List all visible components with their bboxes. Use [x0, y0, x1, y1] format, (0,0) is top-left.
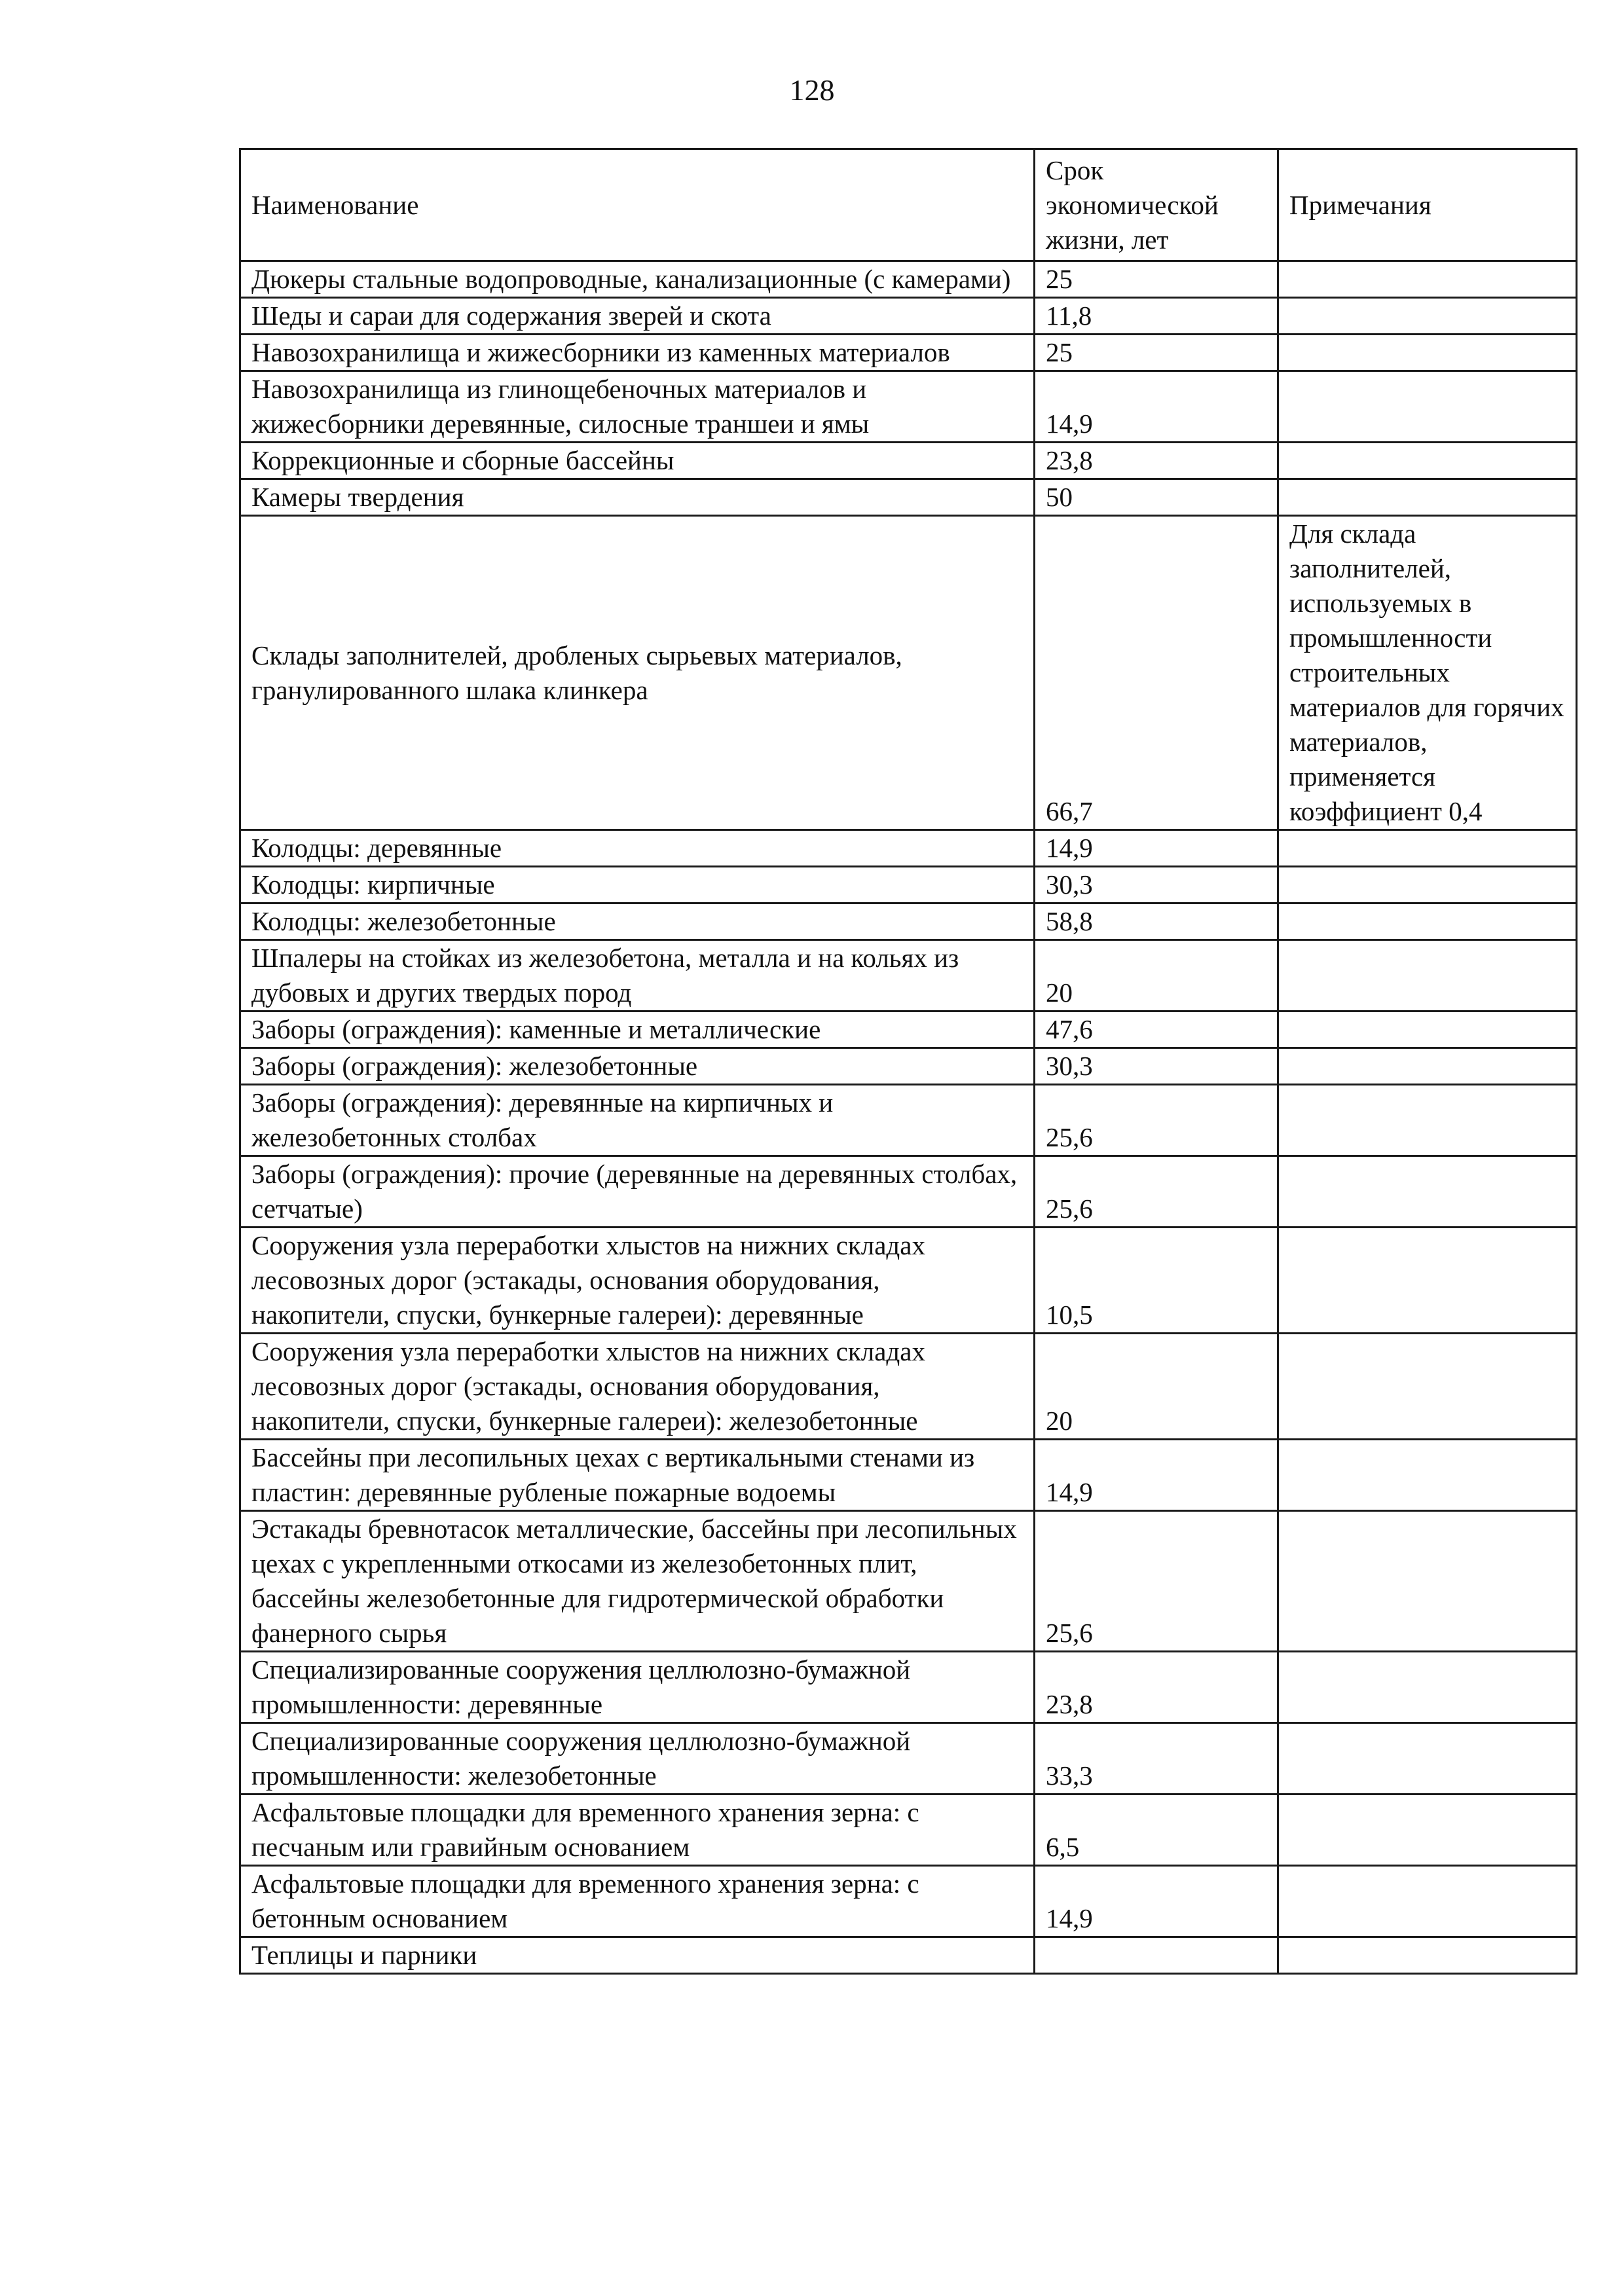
cell-name: Склады заполнителей, дробленых сырьевых материалов, гранулированного шлака клинкера	[240, 516, 1035, 830]
cell-name: Сооружения узла переработки хлыстов на нижних складах лесовозных дорог (эстакады, основания оборудования, накопители, спуски, бункерные галереи): железобетонные	[240, 1334, 1035, 1440]
cell-note	[1278, 1156, 1577, 1228]
cell-name: Шпалеры на стойках из железобетона, металла и на кольях из дубовых и других твердых пород	[240, 940, 1035, 1011]
cell-note	[1278, 298, 1577, 335]
table-row	[240, 1011, 1577, 1048]
page-number: 128	[789, 73, 835, 107]
cell-term: 25	[1035, 335, 1278, 371]
cell-term: 47,6	[1035, 1011, 1278, 1048]
cell-note	[1278, 479, 1577, 516]
cell-term: 66,7	[1035, 516, 1278, 830]
cell-name: Коррекционные и сборные бассейны	[240, 443, 1035, 479]
cell-term	[1035, 1937, 1278, 1974]
table-row	[240, 1228, 1577, 1334]
table-row	[240, 1652, 1577, 1723]
cell-note	[1278, 443, 1577, 479]
cell-term: 23,8	[1035, 1652, 1278, 1723]
cell-name: Специализированные сооружения целлюлозно-бумажной промышленности: деревянные	[240, 1652, 1035, 1723]
cell-term: 25,6	[1035, 1085, 1278, 1156]
table-row	[240, 1937, 1577, 1974]
cell-name: Асфальтовые площадки для временного хранения зерна: с песчаным или гравийным основанием	[240, 1795, 1035, 1866]
cell-term: 14,9	[1035, 1866, 1278, 1937]
cell-name: Камеры твердения	[240, 479, 1035, 516]
table-row	[240, 1440, 1577, 1511]
cell-note	[1278, 867, 1577, 903]
cell-term: 58,8	[1035, 903, 1278, 940]
cell-note	[1278, 1334, 1577, 1440]
cell-term: 23,8	[1035, 443, 1278, 479]
cell-term: 30,3	[1035, 867, 1278, 903]
cell-note	[1278, 830, 1577, 867]
table-row	[240, 830, 1577, 867]
table-row	[240, 261, 1577, 298]
header-note: Примечания	[1278, 149, 1577, 261]
cell-name: Дюкеры стальные водопроводные, канализационные (с камерами)	[240, 261, 1035, 298]
cell-name: Заборы (ограждения): каменные и металлические	[240, 1011, 1035, 1048]
cell-name: Навозохранилища из глинощебеночных материалов и жижесборники деревянные, силосные траншеи и ямы	[240, 371, 1035, 443]
cell-note	[1278, 1723, 1577, 1795]
table-row	[240, 1156, 1577, 1228]
table-header-row	[240, 149, 1577, 261]
table-row	[240, 516, 1577, 830]
cell-note	[1278, 371, 1577, 443]
table-row	[240, 479, 1577, 516]
cell-note	[1278, 1511, 1577, 1652]
cell-note	[1278, 1652, 1577, 1723]
cell-name: Навозохранилища и жижесборники из каменных материалов	[240, 335, 1035, 371]
cell-note	[1278, 1937, 1577, 1974]
cell-term: 11,8	[1035, 298, 1278, 335]
cell-name: Заборы (ограждения): деревянные на кирпичных и железобетонных столбах	[240, 1085, 1035, 1156]
table-row	[240, 335, 1577, 371]
table-row	[240, 940, 1577, 1011]
table-row	[240, 371, 1577, 443]
cell-name: Заборы (ограждения): прочие (деревянные на деревянных столбах, сетчатые)	[240, 1156, 1035, 1228]
cell-name: Асфальтовые площадки для временного хранения зерна: с бетонным основанием	[240, 1866, 1035, 1937]
economic-life-table	[239, 148, 1578, 1975]
cell-term: 20	[1035, 1334, 1278, 1440]
table-row	[240, 1866, 1577, 1937]
table-row	[240, 1334, 1577, 1440]
cell-term: 50	[1035, 479, 1278, 516]
table-row	[240, 298, 1577, 335]
table-row	[240, 443, 1577, 479]
cell-term: 25,6	[1035, 1511, 1278, 1652]
cell-term: 30,3	[1035, 1048, 1278, 1085]
cell-note	[1278, 1795, 1577, 1866]
header-name: Наименование	[240, 149, 1035, 261]
table-row	[240, 1795, 1577, 1866]
cell-note	[1278, 1440, 1577, 1511]
cell-term: 14,9	[1035, 371, 1278, 443]
header-term: Срок экономической жизни, лет	[1035, 149, 1278, 261]
cell-name: Колодцы: железобетонные	[240, 903, 1035, 940]
cell-name: Эстакады бревнотасок металлические, бассейны при лесопильных цехах с укрепленными откосами из железобетонных плит, бассейны железобетонные для гидротермической обработки фанерного сырья	[240, 1511, 1035, 1652]
cell-note	[1278, 903, 1577, 940]
table-row	[240, 867, 1577, 903]
cell-note	[1278, 1228, 1577, 1334]
cell-name: Заборы (ограждения): железобетонные	[240, 1048, 1035, 1085]
table-row	[240, 903, 1577, 940]
cell-name: Бассейны при лесопильных цехах с вертикальными стенами из пластин: деревянные рубленые пожарные водоемы	[240, 1440, 1035, 1511]
cell-note	[1278, 261, 1577, 298]
cell-term: 14,9	[1035, 830, 1278, 867]
cell-name: Сооружения узла переработки хлыстов на нижних складах лесовозных дорог (эстакады, основания оборудования, накопители, спуски, бункерные галереи): деревянные	[240, 1228, 1035, 1334]
cell-term: 20	[1035, 940, 1278, 1011]
table-row	[240, 1723, 1577, 1795]
cell-name: Шеды и сараи для содержания зверей и скота	[240, 298, 1035, 335]
cell-note	[1278, 1011, 1577, 1048]
cell-term: 6,5	[1035, 1795, 1278, 1866]
cell-note	[1278, 1085, 1577, 1156]
cell-name: Специализированные сооружения целлюлозно-бумажной промышленности: железобетонные	[240, 1723, 1035, 1795]
cell-term: 33,3	[1035, 1723, 1278, 1795]
cell-note	[1278, 1866, 1577, 1937]
cell-name: Колодцы: деревянные	[240, 830, 1035, 867]
cell-name: Колодцы: кирпичные	[240, 867, 1035, 903]
cell-term: 14,9	[1035, 1440, 1278, 1511]
cell-note	[1278, 1048, 1577, 1085]
cell-term: 10,5	[1035, 1228, 1278, 1334]
cell-term: 25	[1035, 261, 1278, 298]
cell-note	[1278, 335, 1577, 371]
table-row	[240, 1048, 1577, 1085]
table-row	[240, 1511, 1577, 1652]
cell-note: Для склада заполнителей, используемых в промышленности строительных материалов для горячих материалов, применяется коэффициент 0,4	[1278, 516, 1577, 830]
cell-term: 25,6	[1035, 1156, 1278, 1228]
table-row	[240, 1085, 1577, 1156]
cell-note	[1278, 940, 1577, 1011]
cell-name: Теплицы и парники	[240, 1937, 1035, 1974]
